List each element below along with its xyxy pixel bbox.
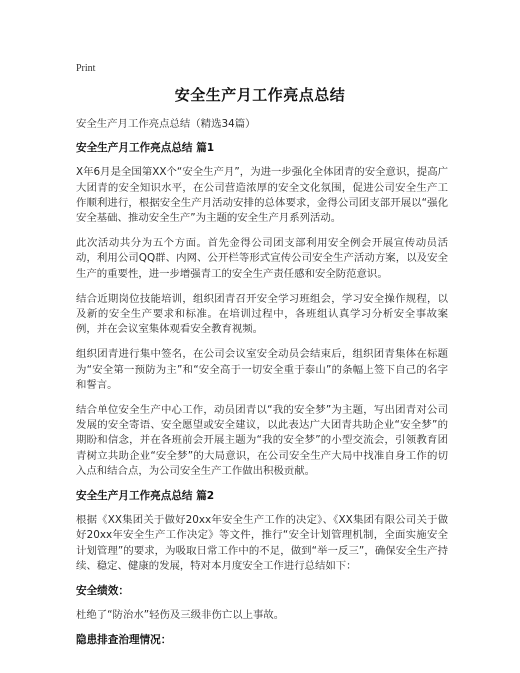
section-1-paragraph: 结合近期岗位技能培训，组织团青召开安全学习班组会，学习安全操作规程，以及新的安全生产要求和标准。在培训过程中，各班组认真学习分析安全事故案例，并在会议室集体观看安全教育视频。 [76,292,448,336]
article-body [76,117,448,658]
hazard-investigation-heading: 隐患排查治理情况： [76,634,172,647]
section-2-heading: 安全生产月工作亮点总结 篇2 [76,490,215,503]
section-1-paragraph: 组织团青进行集中签名，在公司会议室安全动员会结束后，组织团青集体在标题为“安全第一预防为主”和“安全高于一切安全重于泰山”的条幅上签下自己的名字和誓言。 [76,348,448,391]
section-1-paragraph: X年6月是全国第XX个“安全生产月”，为进一步强化全体团青的安全意识，提高广大团青的安全知识水平，在公司营造浓厚的安全文化氛围，促进公司安全生产工作顺利进行，根据安全生产月活动安排的总体要求，金得公司团支部开展以“强化安全基础、推动安全生产”为主题的安全生产月系列活动。 [76,166,448,225]
article-subtitle: 安全生产月工作亮点总结（精选34篇） [76,118,256,130]
section-2-paragraph: 根据《XX集团关于做好20xx年安全生产工作的决定》、《XX集团有限公司关于做好20xx年安全生产工作决定》等文件，推行“安全计划管理机制，全面实施安全计划管理”的要求，为吸取日常工作中的不足，做到“举一反三”，确保安全生产持续、稳定、健康的发展，特对本月度安全工作进行总结如下： [76,514,448,572]
page-title: 安全生产月工作亮点总结 [174,86,346,104]
section-1-heading: 安全生产月工作亮点总结 篇1 [76,142,215,155]
safety-performance-text: 杜绝了“防治水”轻伤及三级非伤亡以上事故。 [76,609,285,622]
safety-performance-heading: 安全绩效： [76,585,129,598]
section-1-paragraph: 此次活动共分为五个方面。首先金得公司团支部利用安全例会开展宣传动员活动，利用公司QQ群、内网、公开栏等形式宣传公司安全生产活动方案，以及安全生产的重要性，进一步增强青工的安全生产责任感和安全防范意识。 [76,237,448,280]
print-link[interactable]: Print [76,63,96,74]
section-1-paragraph: 结合单位安全生产中心工作，动员团青以“我的安全梦”为主题，写出团青对公司发展的安全寄语、安全愿望或安全建议，以此表达广大团青共助企业“安全梦”的期盼和信念，并在各班前会开展主题为“我的安全梦”的小型交流会，引领教育团青树立共助企业“安全梦”的大局意识，在公司安全生产大局中找准自身工作的切入点和结合点，为公司安全生产工作做出积极贡献。 [76,404,448,477]
